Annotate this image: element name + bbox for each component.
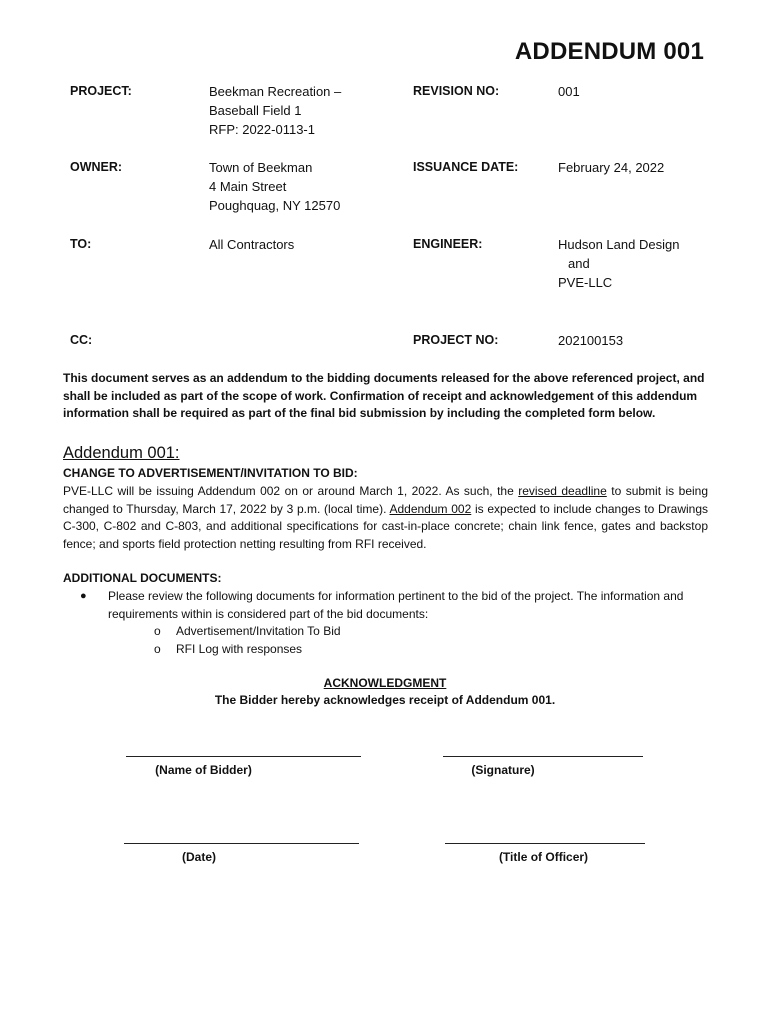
change-heading: CHANGE TO ADVERTISEMENT/INVITATION TO BID: xyxy=(63,466,358,480)
project-value xyxy=(209,82,341,139)
engineer-line: and xyxy=(568,256,590,271)
document-title: ADDENDUM 001 xyxy=(514,38,704,65)
paragraph-text: PVE-LLC will be issuing Addendum 002 on or around March 1, 2022. As such, the xyxy=(63,484,519,498)
bullet-text: Please review the following documents for information pertinent to the bid of the project. The information and requirements within is considered part of the bid documents: xyxy=(108,589,684,621)
list-item-text: RFI Log with responses xyxy=(176,642,303,656)
project-label: PROJECT: xyxy=(70,84,132,98)
issuance-date-value: February 24, 2022 xyxy=(558,160,665,175)
circle-bullet-icon: o xyxy=(154,642,161,656)
engineer-value xyxy=(558,235,679,292)
name-of-bidder-caption: (Name of Bidder) xyxy=(155,763,252,777)
date-line[interactable] xyxy=(124,843,359,844)
paragraph-text: to submit is being changed to Thursday, March 17, 2022 by 3 p.m. (local time). xyxy=(63,484,709,516)
acknowledgment-text: The Bidder hereby acknowledges receipt of Addendum 001. xyxy=(214,693,556,707)
additional-documents-heading: ADDITIONAL DOCUMENTS: xyxy=(63,571,222,585)
documents-bullet xyxy=(80,588,708,623)
circle-bullet-icon: o xyxy=(154,624,161,638)
to-label: TO: xyxy=(70,237,92,251)
revision-value: 001 xyxy=(558,84,580,99)
title-of-officer-line[interactable] xyxy=(445,843,645,844)
owner-line: Poughquag, NY 12570 xyxy=(209,198,341,213)
engineer-line: Hudson Land Design xyxy=(558,237,680,252)
engineer-label: ENGINEER: xyxy=(413,237,483,251)
project-no-value: 202100153 xyxy=(558,333,624,348)
revised-deadline-text: revised deadline xyxy=(518,484,607,498)
project-line: Beekman Recreation – xyxy=(209,84,342,99)
name-of-bidder-line[interactable] xyxy=(126,756,361,757)
acknowledgment-title: ACKNOWLEDGMENT xyxy=(323,676,447,690)
project-no-label: PROJECT NO: xyxy=(413,333,499,347)
project-line: RFP: 2022-0113-1 xyxy=(209,122,315,137)
intro-paragraph: This document serves as an addendum to the bidding documents released for the above referenced project, and shall be included as part of the scope of work. Confirmation of receipt and acknowledgement of this addendum information shall be required as part of the final bid submission by including the completed form below. xyxy=(63,371,705,420)
signature-caption: (Signature) xyxy=(471,763,535,777)
change-paragraph xyxy=(63,483,708,553)
owner-value xyxy=(209,158,340,215)
addendum-heading: Addendum 001: xyxy=(63,444,180,462)
date-caption: (Date) xyxy=(181,850,216,864)
owner-line: 4 Main Street xyxy=(209,179,287,194)
list-item-text: Advertisement/Invitation To Bid xyxy=(176,624,341,638)
revision-label: REVISION NO: xyxy=(413,84,500,98)
signature-line[interactable] xyxy=(443,756,643,757)
paragraph-text: is expected to include changes to Drawings C-300, C-802 and C-803, and additional specifications for cast-in-place concrete; chain link fence, gates and backstop fence; and sports field protection netting resulting from RFI received. xyxy=(63,501,709,551)
owner-line: Town of Beekman xyxy=(209,160,313,175)
bullet-icon: ● xyxy=(80,590,87,602)
project-line: Baseball Field 1 xyxy=(209,103,302,118)
engineer-line: PVE-LLC xyxy=(558,275,613,290)
addendum-002-text: Addendum 002 xyxy=(389,501,472,516)
owner-label: OWNER: xyxy=(70,160,123,174)
cc-label: CC: xyxy=(70,333,93,347)
to-value: All Contractors xyxy=(209,237,295,252)
issuance-date-label: ISSUANCE DATE: xyxy=(413,160,519,174)
title-of-officer-caption: (Title of Officer) xyxy=(498,850,589,864)
